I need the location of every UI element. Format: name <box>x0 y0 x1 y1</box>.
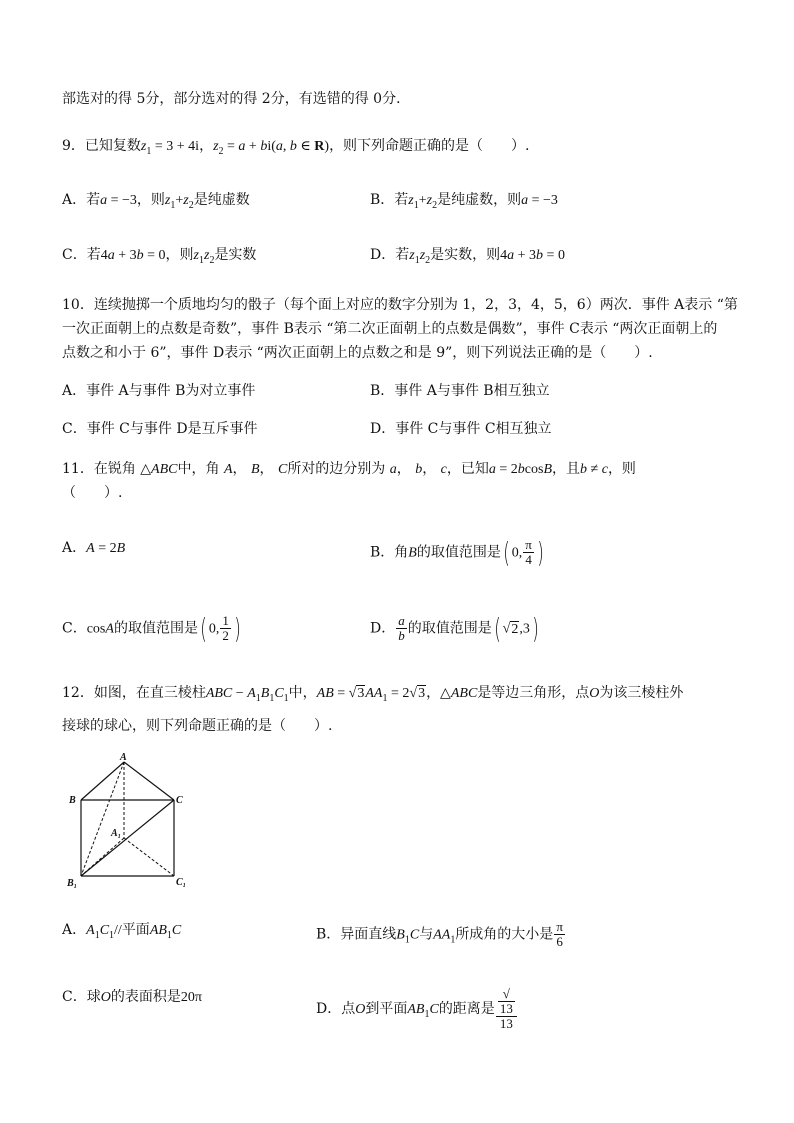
q9-option-b[interactable]: B．若$z_1+z_2$是纯虚数，则a = −3 <box>370 192 558 211</box>
q10-stem-line1: 10．连续抛掷一个质地均匀的骰子（每个面上对应的数字分别为 1，2，3，4，5，6）两次．事件 A表示 “第 <box>62 297 738 313</box>
label-a: A <box>120 752 127 763</box>
q12-option-c[interactable]: C．球O的表面积是20π <box>62 989 202 1005</box>
q12-option-a[interactable]: A．$A_1C_1//$平面$AB_1C$ <box>62 922 182 941</box>
q9-option-d[interactable]: D．若$z_1z_2$是实数，则4a + 3b = 0 <box>370 247 565 266</box>
q12-option-d[interactable]: D．点O到平面$AB_1C$的距离是 √ 13 13 <box>316 987 518 1031</box>
q10-option-d[interactable]: D．事件 C与事件 C相互独立 <box>370 421 552 437</box>
triangular-prism-figure <box>64 752 189 892</box>
q11-stem-line2: （ ）. <box>62 485 123 501</box>
label-a1: A₁ <box>111 828 122 839</box>
q11-option-c[interactable]: C．cosA的取值范围是( 0, $\frac{1}{2}$ ) <box>62 611 241 645</box>
label-c1: C₁ <box>176 877 187 888</box>
label-c: C <box>176 795 183 806</box>
intro-text: 部选对的得 5分，部分选对的得 2分，有选错的得 0分． <box>62 91 411 107</box>
q10-option-a[interactable]: A．事件 A与事件 B为对立事件 <box>62 383 256 399</box>
q10-stem-line2: 一次正面朝上的点数是奇数”，事件 B表示 “第二次正面朝上的点数是偶数”，事件 C表示 “两次正面朝上的 <box>62 321 718 337</box>
q11-stem-line1: 11．在锐角 △ABC中，角 A， B， C所对的边分别为 a， b， c，已知a = 2bcosB，且b ≠ c，则 <box>62 461 636 477</box>
q9-option-a[interactable]: A．若a = −3，则$z_1+z_2$是纯虚数 <box>62 192 250 211</box>
q10-stem-line3: 点数之和小于 6”，事件 D表示 “两次正面朝上的点数之和是 9”，则下列说法正确的是（ ）. <box>62 345 653 361</box>
label-b: B <box>69 795 76 806</box>
q9-stem-label: 9．已知复数 <box>62 138 141 154</box>
q10-option-c[interactable]: C．事件 C与事件 D是互斥事件 <box>62 421 258 437</box>
q12-stem-line2: 接球的球心，则下列命题正确的是（ ）. <box>62 718 333 734</box>
q9-option-c[interactable]: C．若4a + 3b = 0，则$z_1z_2$是实数 <box>62 247 257 266</box>
q12-stem-line1: 12．如图，在直三棱柱ABC − $A_1B_1C_1$中，AB = $√3AA_1 = 2√3$，△ABC是等边三角形，点O为该三棱柱外 <box>62 685 684 704</box>
label-b1: B₁ <box>67 878 78 889</box>
q11-option-b[interactable]: B．角B的取值范围是( 0, $\frac{\pi}{4}$ ) <box>370 535 544 569</box>
q11-option-d[interactable]: D． $\frac{a}{b}$ 的取值范围是( √2,3) <box>370 611 539 645</box>
q9-stem-tail: ，则下列命题正确的是（ ）. <box>329 138 530 154</box>
q9-stem: 9．已知复数$z_1 = 3 + 4i$，$z_2 = a + bi(a$, b ∈ R)，则下列命题正确的是（ ）. <box>62 138 530 157</box>
q10-option-b[interactable]: B．事件 A与事件 B相互独立 <box>370 383 550 399</box>
q11-option-a[interactable]: A．A = 2B <box>62 540 126 556</box>
q12-option-b[interactable]: B．异面直线$B_1C$与$AA_1$所成角的大小是 $\frac{\pi}{6}$ <box>316 919 563 949</box>
